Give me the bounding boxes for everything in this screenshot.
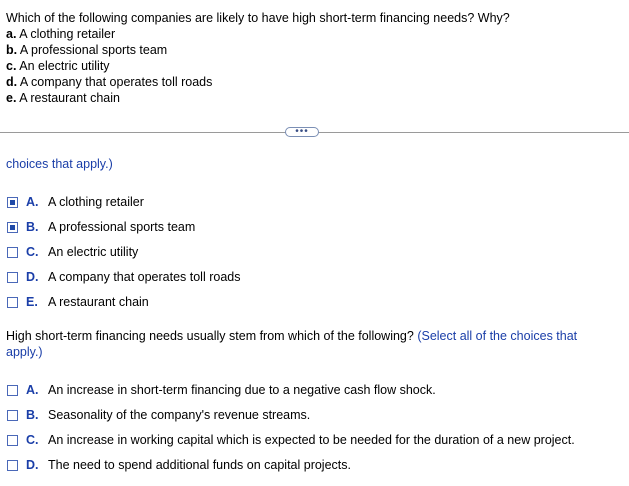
option-text: An electric utility [48,245,139,259]
option-letter: A. [26,383,39,397]
option-text: A clothing retailer [48,195,144,209]
checkbox[interactable] [7,460,18,471]
question-item-letter: e. [6,91,17,105]
checkbox[interactable] [7,297,18,308]
option-text: A company that operates toll roads [48,270,241,284]
question-text: Which of the following companies are likely to have high short-term financing needs? Why? [6,11,510,25]
option-text: A restaurant chain [48,295,149,309]
option-letter: B. [26,408,39,422]
option-letter: D. [26,458,39,472]
question-item-text: A company that operates toll roads [19,75,213,89]
option-text: An increase in short-term financing due to a negative cash flow shock. [48,383,436,397]
question-item-letter: a. [6,27,17,41]
question-item-letter: b. [6,43,18,57]
option-text: Seasonality of the company's revenue streams. [48,408,311,422]
question-item [6,90,510,106]
checkbox[interactable] [7,410,18,421]
part2-option-a[interactable] [7,382,436,398]
checkbox[interactable] [7,435,18,446]
part1-option-a[interactable] [7,194,144,210]
question-item-text: A clothing retailer [19,27,116,41]
option-letter: E. [26,295,38,309]
question-item [6,58,510,74]
question-item-text: A professional sports team [19,43,168,57]
question-item [6,42,510,58]
checkbox[interactable] [7,385,18,396]
question-item [6,26,510,42]
question-item-letter: c. [6,59,17,73]
part2-prompt [6,328,606,360]
question-item-text: An electric utility [19,59,110,73]
checkbox[interactable] [7,272,18,283]
option-letter: C. [26,245,39,259]
option-text: A professional sports team [48,220,196,234]
part2-prompt-hint: (Select all of the choices that apply.) [6,329,578,359]
question-item [6,74,510,90]
part1-option-b[interactable] [7,219,195,235]
part1-option-e[interactable] [7,294,149,310]
option-letter: A. [26,195,39,209]
checkbox[interactable] [7,222,18,233]
expand-more-button[interactable]: ••• [285,127,319,137]
part1-option-c[interactable] [7,244,138,260]
part1-prompt: choices that apply.) [6,157,113,171]
checkbox[interactable] [7,247,18,258]
checkbox[interactable] [7,197,18,208]
question-item-letter: d. [6,75,18,89]
question-item-text: A restaurant chain [19,91,120,105]
part2-prompt-text: High short-term financing needs usually stem from which of the following? [6,329,414,343]
part2-option-c[interactable] [7,432,575,448]
part2-option-d[interactable] [7,457,351,473]
option-letter: B. [26,220,39,234]
option-letter: D. [26,270,39,284]
option-text: The need to spend additional funds on capital projects. [48,458,351,472]
option-text: An increase in working capital which is expected to be needed for the duration of a new project. [48,433,575,447]
part2-option-b[interactable] [7,407,310,423]
option-letter: C. [26,433,39,447]
question-block [6,10,510,106]
part1-option-d[interactable] [7,269,240,285]
